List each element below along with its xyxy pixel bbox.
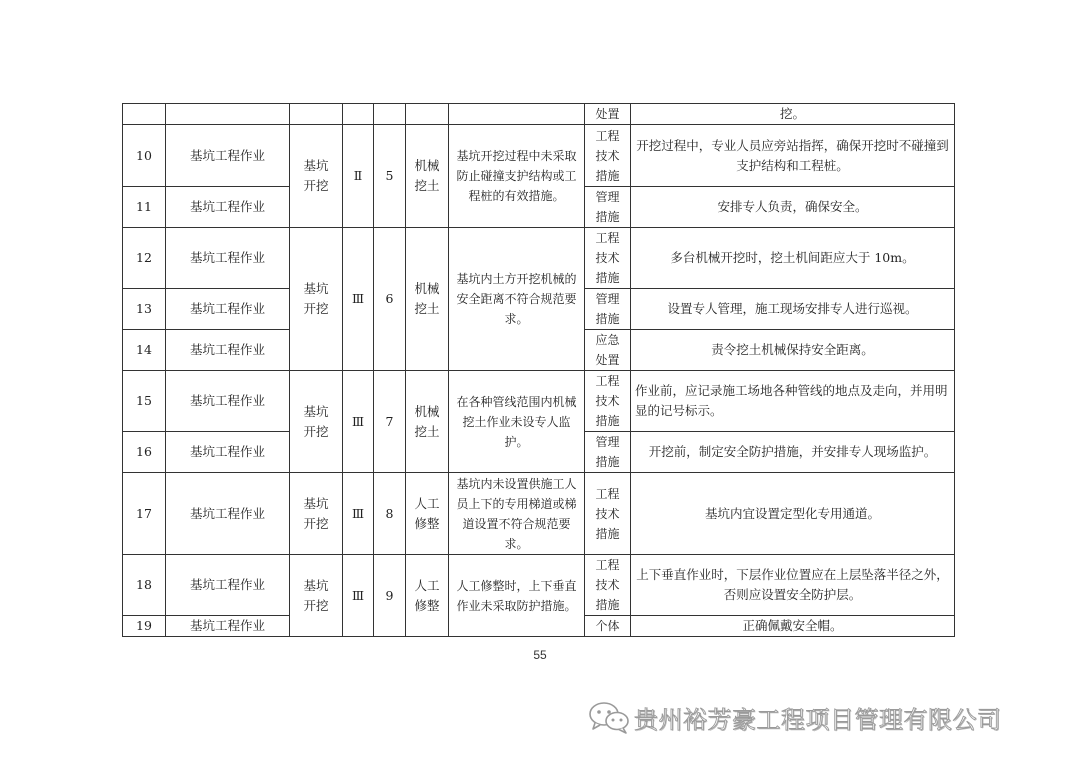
hazard-index-cell: 5 — [374, 125, 406, 228]
row-number-cell: 10 — [123, 125, 166, 187]
cell-empty — [123, 104, 166, 125]
cell-empty — [406, 104, 449, 125]
hazard-index-cell: 9 — [374, 555, 406, 637]
control-method-cell: 处置 — [585, 104, 631, 125]
row-number-cell: 17 — [123, 473, 166, 555]
control-method-cell: 工程 技术 措施 — [585, 371, 631, 432]
risk-control-table — [122, 103, 955, 637]
cell-empty — [449, 104, 585, 125]
cell-empty — [290, 104, 343, 125]
wechat-icon — [586, 699, 632, 735]
control-method-cell: 管理 措施 — [585, 187, 631, 228]
cell-empty — [374, 104, 406, 125]
control-measure-cell: 开挖过程中，专业人员应旁站指挥，确保开挖时不碰撞到支护结构和工程桩。 — [631, 125, 955, 187]
work-type-cell: 基坑工程作业 — [166, 555, 290, 616]
hazard-description-cell: 在各种管线范围内机械挖土作业未设专人监护。 — [449, 371, 585, 473]
work-type-cell: 基坑工程作业 — [166, 473, 290, 555]
control-measure-cell: 多台机械开挖时，挖土机间距应大于 10m。 — [631, 228, 955, 289]
process-category-cell: 基坑 开挖 — [290, 228, 343, 371]
control-method-cell: 工程 技术 措施 — [585, 125, 631, 187]
task-cell: 机械 挖土 — [406, 228, 449, 371]
table-row — [123, 473, 955, 555]
control-method-cell: 个体 — [585, 616, 631, 637]
hazard-description-cell: 基坑内未设置供施工人员上下的专用梯道或梯道设置不符合规范要求。 — [449, 473, 585, 555]
process-category-cell: 基坑 开挖 — [290, 555, 343, 637]
work-type-cell: 基坑工程作业 — [166, 289, 290, 330]
watermark-company-name: 贵州裕芳豪工程项目管理有限公司 — [634, 705, 1002, 734]
row-number-cell: 11 — [123, 187, 166, 228]
table-row-continuation — [123, 104, 955, 125]
process-category-cell: 基坑 开挖 — [290, 473, 343, 555]
table-row — [123, 371, 955, 432]
control-measure-cell: 正确佩戴安全帽。 — [631, 616, 955, 637]
control-measure-cell: 挖。 — [631, 104, 955, 125]
table-row — [123, 125, 955, 187]
cell-empty — [343, 104, 374, 125]
row-number-cell: 16 — [123, 432, 166, 473]
cell-empty — [166, 104, 290, 125]
work-type-cell: 基坑工程作业 — [166, 125, 290, 187]
work-type-cell: 基坑工程作业 — [166, 371, 290, 432]
control-method-cell: 工程 技术 措施 — [585, 228, 631, 289]
control-measure-cell: 开挖前，制定安全防护措施，并安排专人现场监护。 — [631, 432, 955, 473]
control-method-cell: 工程 技术 措施 — [585, 473, 631, 555]
task-cell: 人工 修整 — [406, 555, 449, 637]
task-cell: 机械 挖土 — [406, 125, 449, 228]
control-method-cell: 管理 措施 — [585, 289, 631, 330]
process-category-cell: 基坑 开挖 — [290, 125, 343, 228]
control-measure-cell: 责令挖土机械保持安全距离。 — [631, 330, 955, 371]
work-type-cell: 基坑工程作业 — [166, 330, 290, 371]
control-measure-cell: 作业前，应记录施工场地各种管线的地点及走向，并用明显的记号标示。 — [631, 371, 955, 432]
work-type-cell: 基坑工程作业 — [166, 228, 290, 289]
control-measure-cell: 设置专人管理，施工现场安排专人进行巡视。 — [631, 289, 955, 330]
page-number: 55 — [533, 648, 547, 662]
process-category-cell: 基坑 开挖 — [290, 371, 343, 473]
work-type-cell: 基坑工程作业 — [166, 432, 290, 473]
control-method-cell: 管理 措施 — [585, 432, 631, 473]
hazard-description-cell: 人工修整时，上下垂直作业未采取防护措施。 — [449, 555, 585, 637]
control-measure-cell: 上下垂直作业时，下层作业位置应在上层坠落半径之外，否则应设置安全防护层。 — [631, 555, 955, 616]
row-number-cell: 12 — [123, 228, 166, 289]
table-row — [123, 555, 955, 616]
risk-level-cell: Ⅲ — [343, 555, 374, 637]
hazard-index-cell: 7 — [374, 371, 406, 473]
risk-level-cell: Ⅱ — [343, 125, 374, 228]
row-number-cell: 14 — [123, 330, 166, 371]
work-type-cell: 基坑工程作业 — [166, 187, 290, 228]
work-type-cell: 基坑工程作业 — [166, 616, 290, 637]
control-method-cell: 工程 技术 措施 — [585, 555, 631, 616]
task-cell: 人工 修整 — [406, 473, 449, 555]
row-number-cell: 13 — [123, 289, 166, 330]
control-measure-cell: 安排专人负责，确保安全。 — [631, 187, 955, 228]
hazard-index-cell: 6 — [374, 228, 406, 371]
hazard-description-cell: 基坑内土方开挖机械的安全距离不符合规范要求。 — [449, 228, 585, 371]
risk-level-cell: Ⅲ — [343, 371, 374, 473]
hazard-index-cell: 8 — [374, 473, 406, 555]
risk-level-cell: Ⅲ — [343, 473, 374, 555]
control-method-cell: 应急 处置 — [585, 330, 631, 371]
control-measure-cell: 基坑内宜设置定型化专用通道。 — [631, 473, 955, 555]
watermark — [586, 697, 1002, 737]
hazard-description-cell: 基坑开挖过程中未采取防止碰撞支护结构或工程桩的有效措施。 — [449, 125, 585, 228]
row-number-cell: 15 — [123, 371, 166, 432]
row-number-cell: 19 — [123, 616, 166, 637]
table-row — [123, 228, 955, 289]
task-cell: 机械 挖土 — [406, 371, 449, 473]
row-number-cell: 18 — [123, 555, 166, 616]
risk-level-cell: Ⅲ — [343, 228, 374, 371]
